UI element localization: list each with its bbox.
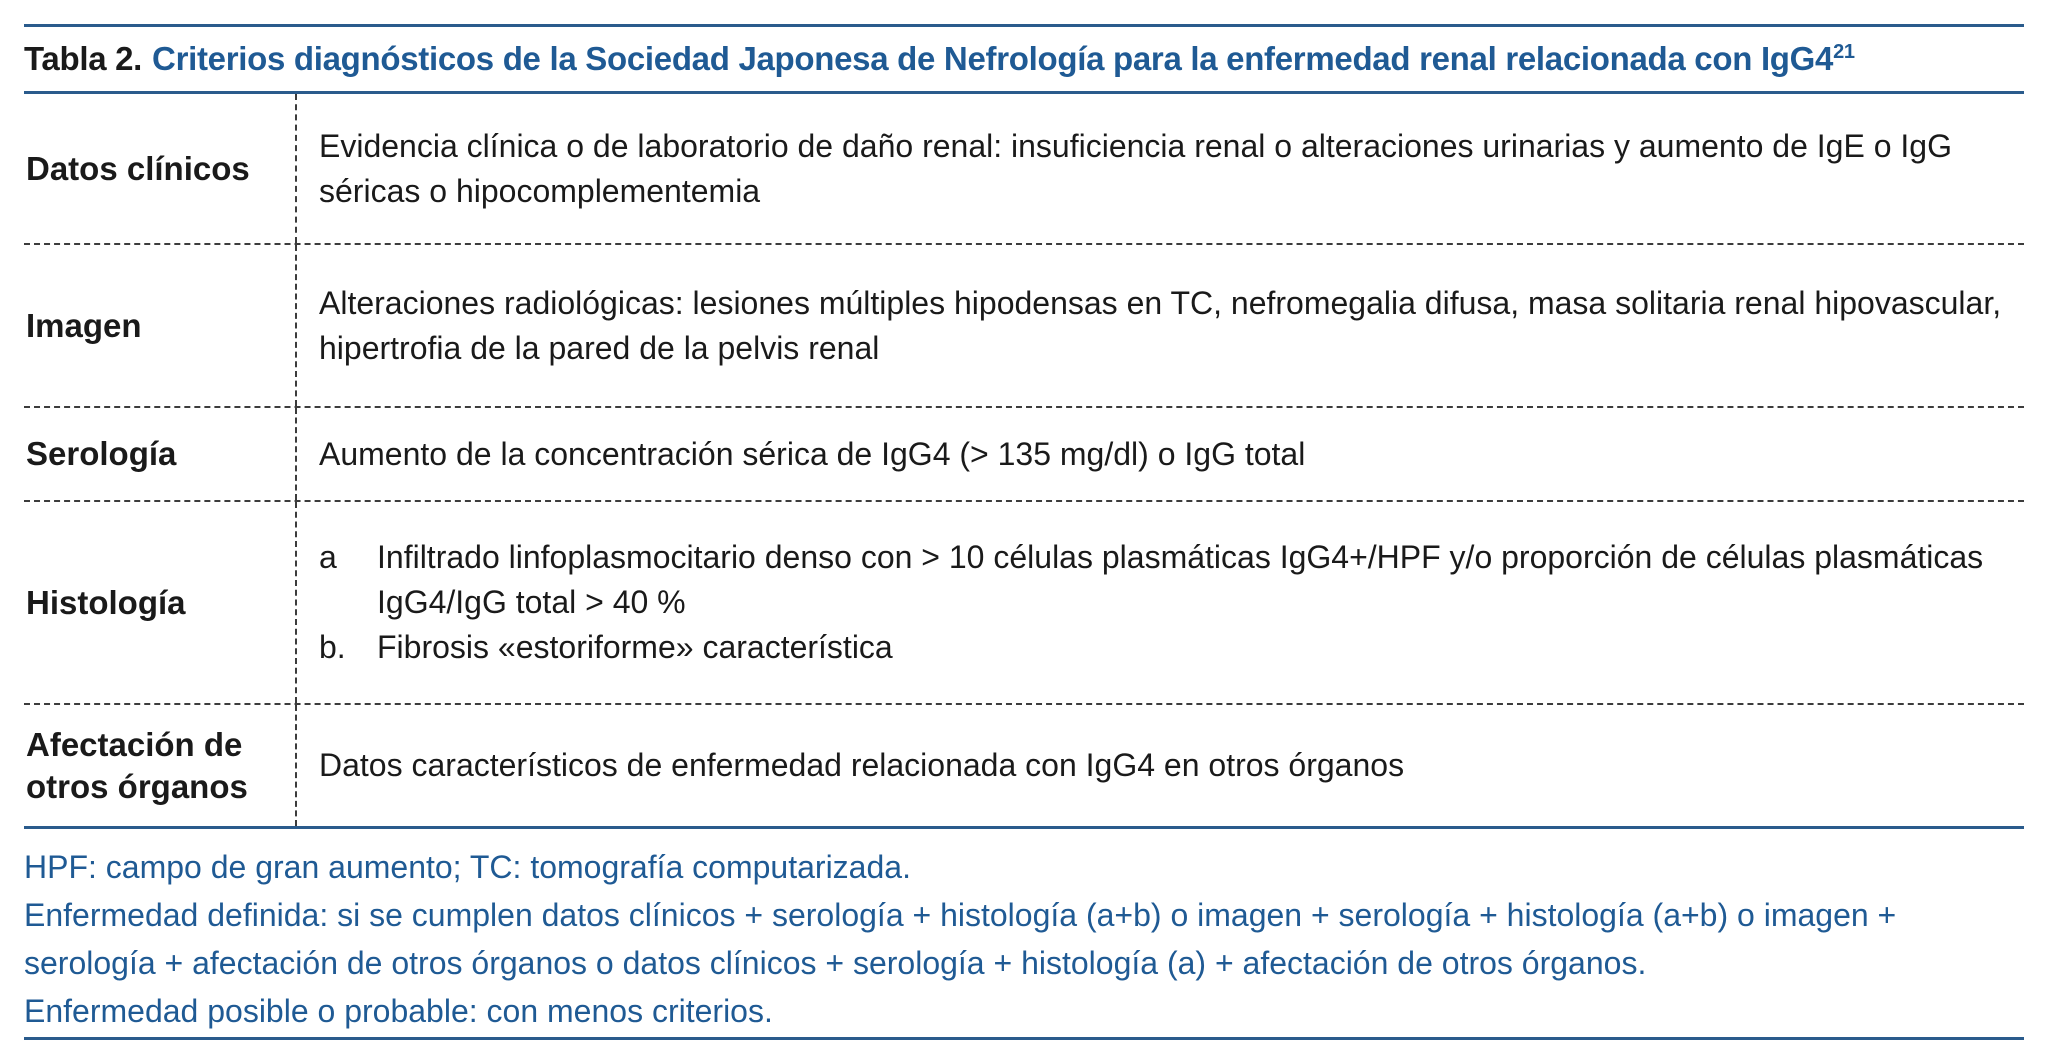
table-row-imaging bbox=[24, 245, 2024, 408]
list-item bbox=[319, 535, 2006, 625]
row-header: Datos clínicos bbox=[24, 94, 297, 243]
end-rule bbox=[24, 1037, 2024, 1040]
row-content bbox=[297, 502, 2024, 703]
table-row-clinical bbox=[24, 94, 2024, 245]
row-header-line: Afectación de bbox=[26, 725, 243, 763]
caption-label: Tabla 2. bbox=[24, 40, 143, 77]
row-header: Imagen bbox=[24, 245, 297, 406]
caption-reference: 21 bbox=[1833, 41, 1855, 63]
list-marker: a bbox=[319, 539, 337, 575]
list-marker: b. bbox=[319, 629, 346, 665]
list-item-text: Infiltrado linfoplasmocitario denso con > 10 células plasmáticas IgG4+/HPF y/o proporción de células plasmáticas IgG4/IgG total > 40 % bbox=[377, 539, 1984, 620]
row-header-line: otros órganos bbox=[26, 767, 248, 805]
row-content bbox=[297, 245, 2024, 406]
footnote: HPF: campo de gran aumento; TC: tomografía computarizada. bbox=[24, 849, 911, 885]
row-content bbox=[297, 705, 2024, 826]
row-content-text: Datos característicos de enfermedad relacionada con IgG4 en otros órganos bbox=[319, 747, 1405, 783]
row-header: Serología bbox=[24, 408, 297, 500]
row-header: Histología bbox=[24, 502, 297, 703]
footnote: Enfermedad definida: si se cumplen datos clínicos + serología + histología (a+b) o imagen + serología + histología (a+b) o imagen + serología + afectación de otros órganos o datos clínicos + serología + histología (a) + afectación de otros órganos. bbox=[24, 897, 1897, 981]
diagnostic-criteria-table bbox=[24, 24, 2024, 1035]
row-content-text: Alteraciones radiológicas: lesiones múltiples hipodensas en TC, nefromegalia difusa, masa solitaria renal hipovascular, hipertrofia de la pared de la pelvis renal bbox=[319, 284, 2002, 366]
caption-title-text: Criterios diagnósticos de la Sociedad Japonesa de Nefrología para la enfermedad renal relacionada con IgG4 bbox=[152, 40, 1834, 77]
table-footnotes bbox=[24, 829, 2024, 1035]
row-content-text: Aumento de la concentración sérica de IgG4 (> 135 mg/dl) o IgG total bbox=[319, 435, 1306, 472]
footnote: Enfermedad posible o probable: con menos criterios. bbox=[24, 993, 773, 1029]
row-content-text: Evidencia clínica o de laboratorio de daño renal: insuficiencia renal o alteraciones urinarias y aumento de IgE o IgG séricas o hipocomplementemia bbox=[319, 127, 1952, 209]
table-caption bbox=[24, 27, 2024, 91]
list-item bbox=[319, 625, 2006, 670]
histology-list bbox=[319, 535, 2006, 670]
list-item-text: Fibrosis «estoriforme» característica bbox=[377, 629, 893, 665]
caption-title bbox=[152, 40, 1855, 78]
row-content bbox=[297, 408, 2024, 500]
row-content bbox=[297, 94, 2024, 243]
table-row-histology bbox=[24, 502, 2024, 705]
table-row-other-organs bbox=[24, 705, 2024, 826]
table-row-serology bbox=[24, 408, 2024, 502]
row-header bbox=[24, 705, 297, 826]
